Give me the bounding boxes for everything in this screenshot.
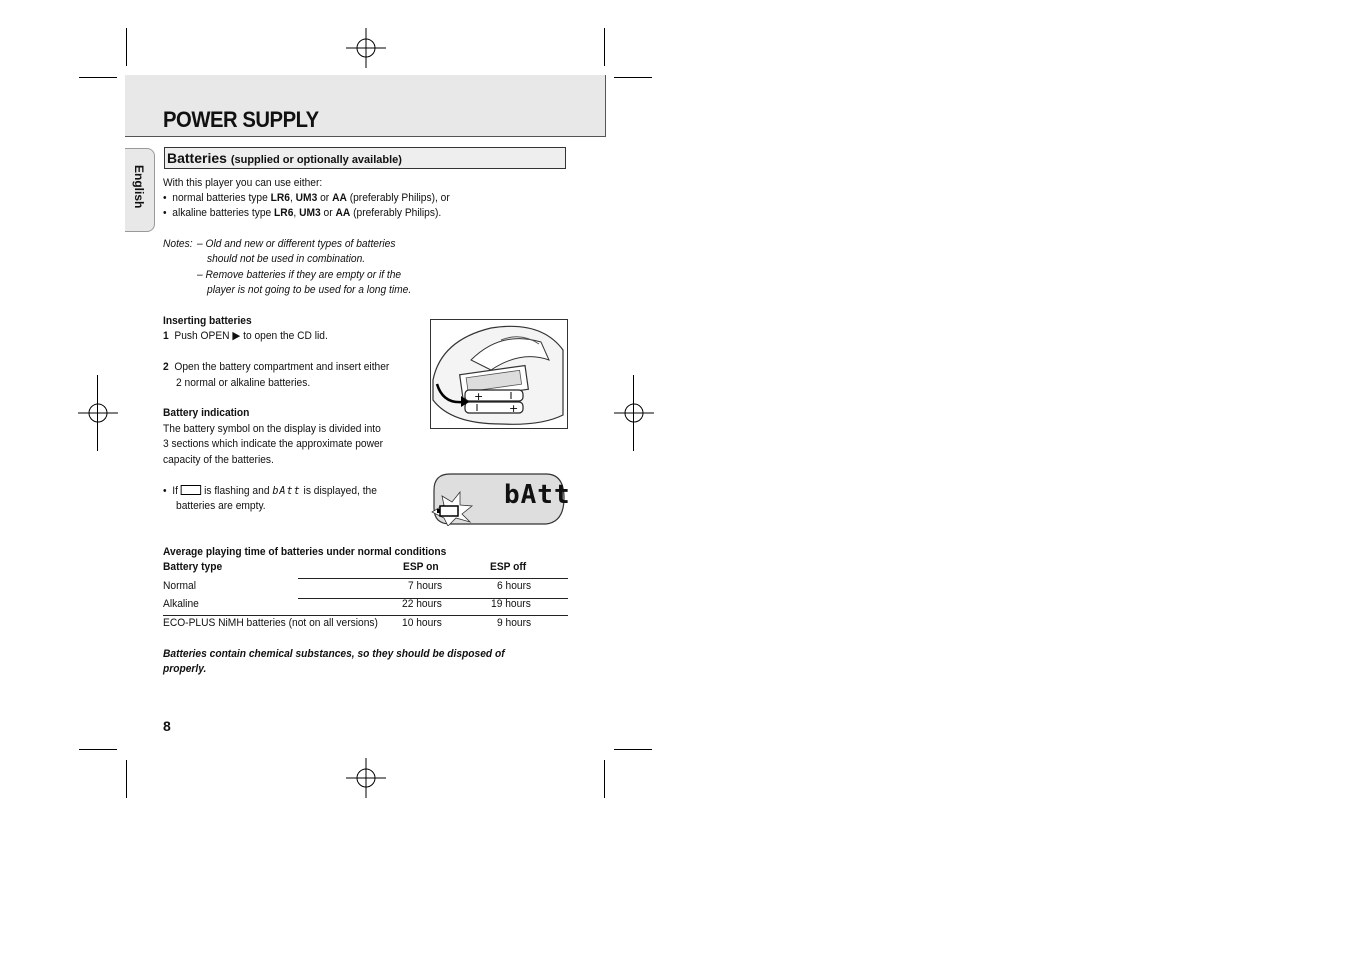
- inserting-step-2: 2 Open the battery compartment and insert either: [163, 361, 390, 373]
- crop-mark: [79, 749, 117, 750]
- disposal-warning-cont: properly.: [163, 663, 207, 675]
- lcd-display-illustration: [430, 472, 571, 526]
- table-cell-type: Normal: [163, 580, 196, 592]
- section-heading-box: [164, 147, 566, 169]
- batt-code: bAtt: [272, 484, 301, 497]
- bullet-dot: •: [163, 207, 173, 219]
- table-cell-esp-off: 6 hours: [497, 580, 532, 592]
- crop-mark: [126, 760, 127, 798]
- crop-mark: [126, 28, 127, 66]
- indication-heading: Battery indication: [163, 407, 250, 419]
- bullet-dot: •: [163, 485, 173, 497]
- table-cell-esp-off: 19 hours: [491, 598, 531, 610]
- crop-mark: [614, 77, 652, 78]
- section-heading: [167, 150, 402, 166]
- registration-mark-right: [614, 393, 654, 433]
- intro-bullet-normal: • normal batteries type LR6, UM3 or AA (preferably Philips), or: [163, 192, 450, 204]
- indication-bullet: • If is flashing and bAtt is displayed, the: [163, 484, 377, 497]
- table-header-esp-off: ESP off: [490, 561, 527, 573]
- crop-mark: [604, 760, 605, 798]
- page-title: POWER SUPPLY: [163, 107, 319, 132]
- registration-mark-top: [346, 28, 386, 68]
- indication-text: 3 sections which indicate the approximate power: [163, 438, 384, 450]
- crop-mark: [604, 28, 605, 66]
- registration-mark-bottom: [346, 758, 386, 798]
- bullet-dot: •: [163, 192, 173, 204]
- battery-compartment-drawing: [431, 320, 567, 428]
- step-number: 1: [163, 330, 169, 342]
- indication-bullet-cont: batteries are empty.: [176, 500, 266, 512]
- svg-text:+: +: [509, 402, 519, 415]
- step-number: 2: [163, 361, 169, 373]
- table-cell-type: ECO-PLUS NiMH batteries (not on all versions): [163, 617, 378, 629]
- table-cell-esp-on: 10 hours: [402, 617, 442, 629]
- inserting-step-1: 1 Push OPEN ▶ to open the CD lid.: [163, 330, 328, 342]
- svg-text:+: +: [474, 390, 484, 403]
- lcd-display-text: bAtt: [504, 480, 571, 510]
- indication-text: The battery symbol on the display is divided into: [163, 423, 381, 435]
- section-title: Batteries: [167, 150, 227, 166]
- table-header-battery-type: Battery type: [163, 561, 223, 573]
- notes-line: – Old and new or different types of batteries: [197, 238, 396, 250]
- page-number: 8: [163, 718, 171, 734]
- notes-line: – Remove batteries if they are empty or if the: [197, 269, 402, 281]
- battery-icon: [181, 485, 201, 495]
- table-cell-type: Alkaline: [163, 598, 199, 610]
- notes-label: Notes:: [163, 238, 193, 250]
- intro-bullet-alkaline: • alkaline batteries type LR6, UM3 or AA (preferably Philips).: [163, 207, 442, 219]
- language-tab-label: English: [132, 165, 146, 209]
- playing-time-heading: Average playing time of batteries under normal conditions: [163, 546, 447, 558]
- crop-mark: [614, 749, 652, 750]
- table-cell-esp-on: 7 hours: [408, 580, 443, 592]
- play-arrow-icon: ▶: [232, 330, 241, 342]
- disposal-warning: Batteries contain chemical substances, so they should be disposed of: [163, 648, 505, 660]
- notes-line: player is not going to be used for a long time.: [207, 284, 412, 296]
- inserting-heading: Inserting batteries: [163, 315, 252, 327]
- inserting-step-2-cont: 2 normal or alkaline batteries.: [176, 377, 311, 389]
- battery-compartment-illustration: [430, 319, 568, 429]
- table-cell-esp-off: 9 hours: [497, 617, 532, 629]
- language-tab: [125, 148, 155, 232]
- notes-line: should not be used in combination.: [207, 253, 366, 265]
- indication-text: capacity of the batteries.: [163, 454, 274, 466]
- table-header-esp-on: ESP on: [403, 561, 439, 573]
- crop-mark: [79, 77, 117, 78]
- intro-lead: With this player you can use either:: [163, 177, 323, 189]
- table-cell-esp-on: 22 hours: [402, 598, 442, 610]
- registration-mark-left: [78, 393, 118, 433]
- section-subtitle: (supplied or optionally available): [230, 154, 402, 166]
